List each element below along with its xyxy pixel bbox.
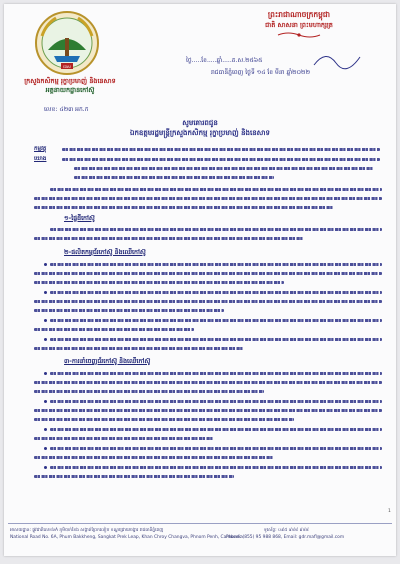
text-line xyxy=(34,261,386,268)
text-ink xyxy=(50,447,382,450)
document-number: លេខ: ៤២៣ អក.ក xyxy=(44,106,89,113)
ministry-logo xyxy=(34,10,100,76)
text-ink xyxy=(50,319,382,322)
text-line xyxy=(34,370,386,377)
page-number: 1 xyxy=(388,509,391,514)
text-line xyxy=(34,473,386,480)
text-ink xyxy=(34,347,244,350)
solar-date: រាជធានីភ្នំពេញ ថ្ងៃទី ១៤ ខែ មីនា ឆ្នាំ២០២២ xyxy=(211,69,311,76)
text-ink xyxy=(34,409,382,412)
text-ink xyxy=(34,272,382,275)
agency-department: អគ្គនាយកដ្ឋានកៅស៊ូ xyxy=(45,86,95,94)
text-ink xyxy=(50,428,382,431)
text-line xyxy=(34,326,386,333)
text-line xyxy=(34,336,386,343)
text-ink xyxy=(34,475,234,478)
text-ink xyxy=(34,300,382,303)
section-heading-export: ៣-ការនាំចេញជ័រកៅស៊ូ និងឈើកៅស៊ូ xyxy=(64,358,151,365)
section-heading-area: ១-ផ្ទៃដីកៅស៊ូ xyxy=(64,215,95,222)
document-page xyxy=(4,4,396,556)
lunar-date: ថ្ងៃ.....ខែ.....ឆ្នាំ.....ត.ស.២៥៦៥ xyxy=(186,57,263,64)
footer-divider xyxy=(8,523,392,524)
text-line xyxy=(34,270,386,277)
text-line xyxy=(34,345,386,352)
text-line xyxy=(34,195,386,202)
text-ink xyxy=(34,418,294,421)
text-ink xyxy=(74,176,274,179)
text-ink xyxy=(50,188,382,191)
text-ink xyxy=(50,372,382,375)
national-motto: ជាតិ សាសនា ព្រះមហាក្សត្រ xyxy=(265,21,333,29)
text-line xyxy=(34,289,386,296)
text-ink xyxy=(50,228,382,231)
text-ink xyxy=(50,338,382,341)
logo-caption: ចេស xyxy=(63,64,71,69)
text-line xyxy=(34,317,386,324)
text-ink xyxy=(34,309,224,312)
text-line xyxy=(34,307,386,314)
kingdom-heading: ព្រះរាជាណាចក្រកម្ពុជា xyxy=(267,10,331,19)
salutation-line: សូមគោរពជូន xyxy=(182,119,218,127)
text-line xyxy=(34,235,386,242)
text-ink xyxy=(62,148,380,151)
footer-address-khmer: អាសយដ្ឋាន: ផ្លូវជាតិលេខ៦A ភូមិបាក់ខែង សង្កាត់ព្រែកលៀប ខណ្ឌជ្រោយចង្វារ រាជធានីភ្នំពេញ xyxy=(10,528,164,533)
text-line xyxy=(34,279,386,286)
text-line xyxy=(34,186,386,193)
text-ink xyxy=(50,400,382,403)
bullet-dot xyxy=(44,263,47,266)
text-line xyxy=(34,398,386,405)
subject-label: កម្មវត្ថុ xyxy=(34,146,47,152)
footer-contact-english: Phone: (855) 95 988 868, Email: gdr.mafl@gmail.com xyxy=(226,535,345,540)
bullet-dot xyxy=(44,319,47,322)
text-ink xyxy=(74,167,374,170)
reference-line xyxy=(34,156,386,163)
text-line xyxy=(34,298,386,305)
subject-line xyxy=(34,146,386,153)
bullet-dot xyxy=(44,372,47,375)
ornament-divider xyxy=(276,31,322,39)
text-line xyxy=(34,445,386,452)
text-line xyxy=(34,435,386,442)
footer-address-english: National Road No. 6A, Phum Bakkheng, Sangkat Prek Leap, Khan Chroy Changva, Phnom Penh, Cambodia xyxy=(10,535,243,540)
text-ink xyxy=(34,381,382,384)
reference-label: យោង xyxy=(34,156,47,162)
text-ink xyxy=(34,328,194,331)
text-ink xyxy=(50,263,382,266)
text-line xyxy=(34,407,386,414)
text-line xyxy=(34,379,386,386)
text-ink xyxy=(34,206,334,209)
text-line xyxy=(34,174,386,181)
text-ink xyxy=(34,390,264,393)
bullet-dot xyxy=(44,291,47,294)
text-ink xyxy=(50,291,382,294)
footer-phone-khmer: ទូរស័ព្ទ: ០៩៥ ៩៨៨ ៩៨៨ xyxy=(264,528,309,533)
agency-name: ក្រសួងកសិកម្ម រុក្ខាប្រមាញ់ និងនេសាទ xyxy=(24,77,116,85)
section-heading-production: ២-ផលិតកម្មជ័រកៅស៊ូ និងឈើកៅស៊ូ xyxy=(64,249,146,256)
text-ink xyxy=(34,437,214,440)
text-line xyxy=(34,388,386,395)
bullet-dot xyxy=(44,466,47,469)
text-ink xyxy=(34,237,304,240)
bullet-dot xyxy=(44,428,47,431)
addressee-line: ឯកឧត្តមរដ្ឋមន្ត្រីក្រសួងកសិកម្ម រុក្ខាប្រមាញ់ និងនេសាទ xyxy=(130,129,270,137)
text-line xyxy=(34,426,386,433)
text-ink xyxy=(34,281,284,284)
text-ink xyxy=(34,456,274,459)
text-line xyxy=(34,204,386,211)
bullet-dot xyxy=(44,400,47,403)
text-ink xyxy=(62,158,380,161)
text-line xyxy=(34,454,386,461)
bullet-dot xyxy=(44,338,47,341)
bullet-dot xyxy=(44,447,47,450)
text-line xyxy=(34,464,386,471)
text-ink xyxy=(50,466,382,469)
text-ink xyxy=(34,197,382,200)
handwritten-date-mark xyxy=(310,45,370,77)
text-line xyxy=(34,416,386,423)
text-line xyxy=(34,165,386,172)
text-line xyxy=(34,226,386,233)
